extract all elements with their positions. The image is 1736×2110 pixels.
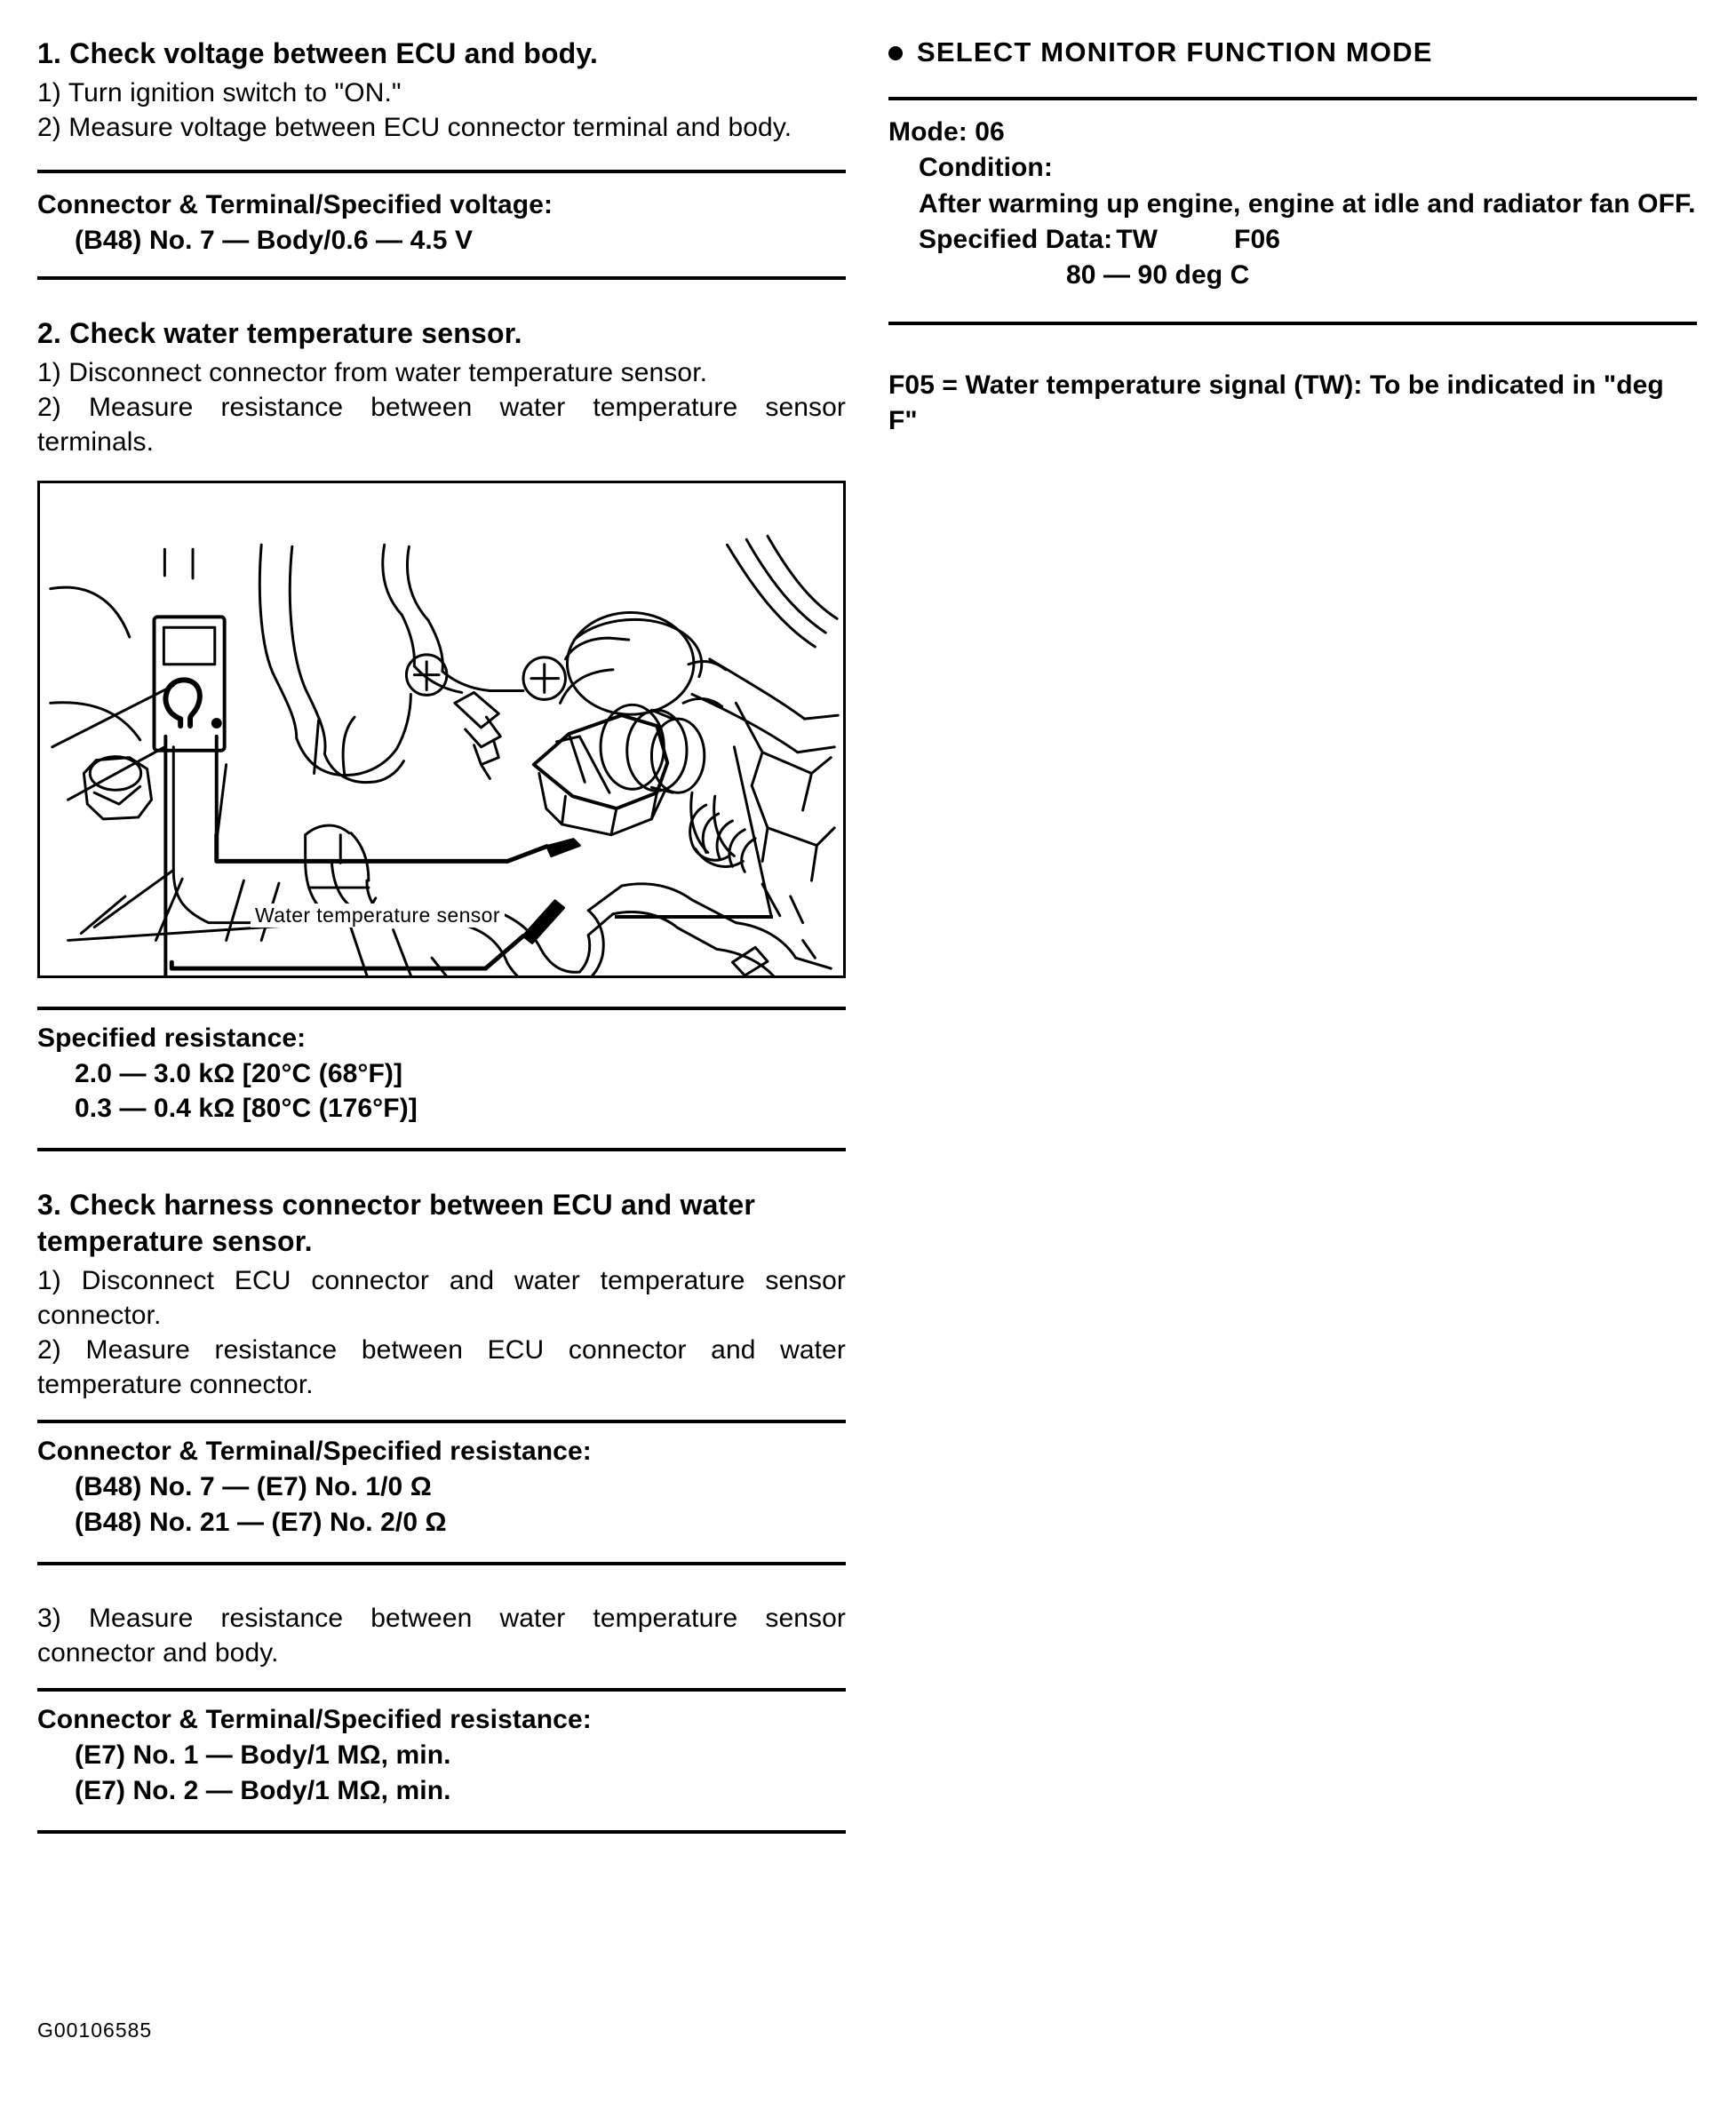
step-1-block [37,36,846,280]
step-3-heading: 3. Check harness connector between ECU and water temperature sensor. [37,1189,756,1258]
step-3-block [37,1187,846,1833]
step-2-heading: 2. Check water temperature sensor. [37,316,522,349]
step-3-spec-item-1: (B48) No. 7 — (E7) No. 1/0 Ω [75,1472,432,1502]
select-monitor-heading-label: SELECT MONITOR FUNCTION MODE [917,36,1433,68]
step-3-spec2-item-2: (E7) No. 2 — Body/1 MΩ, min. [75,1775,451,1805]
step-2-block [37,315,846,1152]
step-3-line-3: 3) Measure resistance between water temperature sensor connector and body. [37,1603,846,1668]
specified-data-label: Specified Data: [919,224,1113,254]
specified-data-tw: TW [1116,224,1159,254]
step-3-spec2-item-1: (E7) No. 1 — Body/1 MΩ, min. [75,1740,451,1770]
bullet-icon [888,46,903,60]
step-2-spec-title: Specified resistance: [37,1023,307,1053]
step-1-line-1: 1) Turn ignition switch to "ON." [37,77,402,107]
step-3-line-1: 1) Disconnect ECU connector and water temperature sensor connector. [37,1266,846,1331]
condition-label: Condition: [919,153,1053,183]
step-2-line-1: 1) Disconnect connector from water temperature sensor. [37,357,708,387]
step-1-spec-title: Connector & Terminal/Specified voltage: [37,189,553,219]
right-column [888,36,1697,440]
divider-rule [37,1830,846,1834]
step-2-spec-item-2: 0.3 — 0.4 kΩ [80°C (176°F)] [75,1094,418,1124]
specified-data-f06: F06 [1234,224,1281,254]
step-3-spec2-title: Connector & Terminal/Specified resistance: [37,1704,592,1734]
step-1-heading: 1. Check voltage between ECU and body. [37,37,599,69]
caption-leader-line [615,911,784,923]
figure-id-code: G00106585 [37,2018,153,2042]
step-3-spec-title: Connector & Terminal/Specified resistance: [37,1437,592,1467]
condition-text: After warming up engine, engine at idle and radiator fan OFF. [919,188,1696,219]
step-2-line-2: 2) Measure resistance between water temperature sensor terminals. [37,392,846,457]
step-2-spec-item-1: 2.0 — 3.0 kΩ [20°C (68°F)] [75,1058,403,1088]
step-3-spec-item-2: (B48) No. 21 — (E7) No. 2/0 Ω [75,1508,447,1538]
step-1-spec-item: (B48) No. 7 — Body/0.6 — 4.5 V [75,225,474,255]
figure-caption-label: Water temperature sensor [251,904,505,928]
specified-data-row [888,222,1697,258]
step-1-line-2: 2) Measure voltage between ECU connector terminal and body. [37,112,792,142]
specified-data-value: 80 — 90 deg C [1066,259,1250,290]
figure-water-temperature-sensor [37,481,846,978]
step-3-line-2: 2) Measure resistance between ECU connector and water temperature connector. [37,1335,846,1400]
left-column [37,36,846,1834]
engine-bay-illustration [40,483,843,975]
f05-note: F05 = Water temperature signal (TW): To be indicated in "deg F" [888,370,1664,436]
select-monitor-heading [888,36,1697,68]
mode-label: Mode: 06 [888,117,1005,147]
